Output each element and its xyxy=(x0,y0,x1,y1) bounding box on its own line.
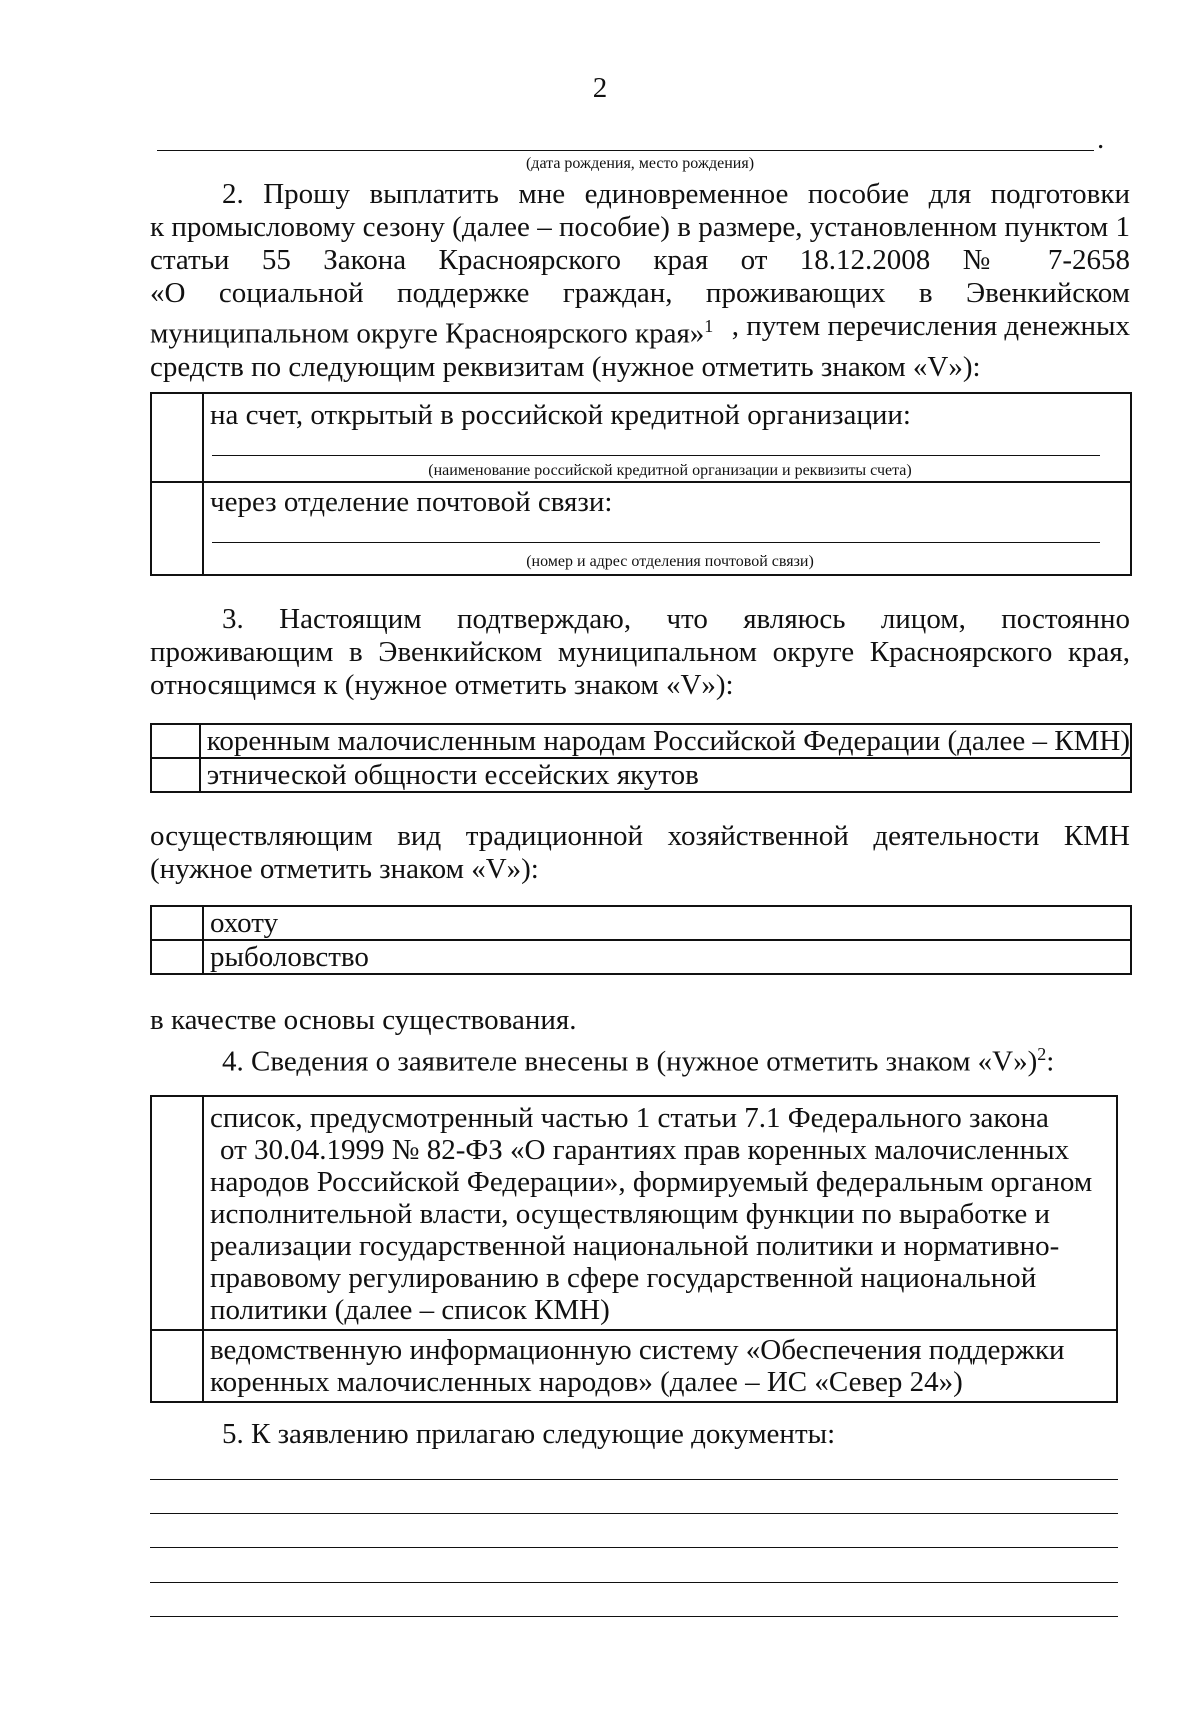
post-office-line[interactable] xyxy=(212,542,1100,543)
document-entry-line[interactable] xyxy=(150,1547,1118,1548)
item4-text: 4. Сведения о заявителе внесены в (нужное отметить знаком «V») xyxy=(222,1045,1038,1078)
item3-line-3: относящимся к (нужное отметить знаком «V»): xyxy=(150,669,734,701)
essey-yakuts-checkbox[interactable] xyxy=(151,758,200,792)
payment-options-table xyxy=(150,392,1132,576)
kmn-option-label: коренным малочисленным народам Российской Федерации (далее – КМН) xyxy=(200,724,1131,758)
footnote-ref-2: 2 xyxy=(1037,1044,1047,1064)
kmn-list-line: правовому регулированию в сфере государственной национальной xyxy=(210,1262,1037,1294)
document-entry-line[interactable] xyxy=(150,1582,1118,1583)
sever24-line: ведомственную информационную систему «Обеспечения поддержки xyxy=(210,1334,1065,1366)
sever24-line: коренных малочисленных народов» (далее – ИС «Север 24») xyxy=(210,1366,963,1398)
activity-option-row xyxy=(151,906,1131,940)
activity-intro-line-2: (нужное отметить знаком «V»): xyxy=(150,853,539,885)
document-entry-line[interactable] xyxy=(150,1513,1118,1514)
item4-colon: : xyxy=(1046,1045,1055,1078)
birth-info-line[interactable] xyxy=(157,150,1094,151)
item2-line-6: средств по следующим реквизитам (нужное отметить знаком «V»): xyxy=(150,350,981,383)
fishing-option-label: рыболовство xyxy=(203,940,1131,974)
registry-options-table xyxy=(150,1095,1118,1403)
activity-intro xyxy=(150,820,1130,886)
birth-line-period: . xyxy=(1097,123,1105,155)
payment-post-cell xyxy=(203,482,1131,575)
birth-line-caption: (дата рождения, место рождения) xyxy=(525,155,755,172)
item2-line-5-start: муниципальном округе Красноярского края» xyxy=(150,317,705,350)
payment-post-label: через отделение почтовой связи: xyxy=(210,486,613,518)
sever24-option-label xyxy=(203,1330,1117,1402)
item3-line-1: 3. Настоящим подтверждаю, что являюсь лицом, постоянно xyxy=(222,603,1130,635)
item3-paragraph xyxy=(150,603,1130,702)
hunting-option-label: охоту xyxy=(203,906,1131,940)
group-options-table xyxy=(150,723,1132,793)
activity-option-row xyxy=(151,940,1131,974)
kmn-list-line: список, предусмотренный частью 1 статьи 7.1 Федерального закона xyxy=(210,1102,1049,1134)
registry-option-row xyxy=(151,1096,1117,1330)
payment-account-cell xyxy=(203,393,1131,482)
item4-line xyxy=(222,1038,1054,1079)
page-number: 2 xyxy=(592,72,608,104)
payment-option-row xyxy=(151,482,1131,575)
post-office-caption: (номер и адрес отделения почтовой связи) xyxy=(526,553,814,570)
kmn-list-line: реализации государственной национальной политики и нормативно- xyxy=(210,1230,1060,1262)
item2-line-2: к промысловому сезону (далее – пособие) в размере, установленном пунктом 1 xyxy=(150,211,1130,243)
item5-heading: 5. К заявлению прилагаю следующие документы: xyxy=(222,1418,836,1450)
bank-details-caption: (наименование российской кредитной организации и реквизиты счета) xyxy=(428,462,912,479)
item3-line-2: проживающим в Эвенкийском муниципальном округе Красноярского края, xyxy=(150,636,1130,668)
activity-intro-line-1: осуществляющим вид традиционной хозяйственной деятельности КМН xyxy=(150,820,1130,852)
item2-line-5-end: , путем перечисления денежных xyxy=(731,310,1130,342)
kmn-list-line: от 30.04.1999 № 82-ФЗ «О гарантиях прав коренных малочисленных xyxy=(220,1134,1070,1166)
document-entry-line[interactable] xyxy=(150,1479,1118,1480)
fishing-checkbox[interactable] xyxy=(151,940,203,974)
group-option-row xyxy=(151,758,1131,792)
kmn-list-checkbox[interactable] xyxy=(151,1096,203,1330)
basis-line: в качестве основы существования. xyxy=(150,1004,577,1036)
item2-line-3: статьи 55 Закона Красноярского края от 18.12.2008 № 7-2658 xyxy=(150,244,1130,276)
item2-line-4: «О социальной поддержке граждан, проживающих в Эвенкийском xyxy=(150,277,1130,309)
payment-option-row xyxy=(151,393,1131,482)
payment-post-blank-area xyxy=(210,518,1130,568)
kmn-list-option-label xyxy=(203,1096,1117,1330)
kmn-checkbox[interactable] xyxy=(151,724,200,758)
essey-yakuts-option-label: этнической общности ессейских якутов xyxy=(200,758,1131,792)
activity-options-table xyxy=(150,905,1132,975)
footnote-ref-1: 1 xyxy=(704,316,714,336)
payment-account-blank-area xyxy=(210,431,1130,479)
payment-account-label: на счет, открытый в российской кредитной организации: xyxy=(210,399,911,431)
item2-line-1: 2. Прошу выплатить мне единовременное пособие для подготовки xyxy=(222,178,1130,210)
kmn-list-line: исполнительной власти, осуществляющим функции по выработке и xyxy=(210,1198,1051,1230)
registry-option-row xyxy=(151,1330,1117,1402)
hunting-checkbox[interactable] xyxy=(151,906,203,940)
group-option-row xyxy=(151,724,1131,758)
sever24-checkbox[interactable] xyxy=(151,1330,203,1402)
kmn-list-line: народов Российской Федерации», формируемый федеральным органом xyxy=(210,1166,1093,1198)
document-entry-line[interactable] xyxy=(150,1616,1118,1617)
item2-line-5 xyxy=(150,310,1130,351)
payment-account-checkbox[interactable] xyxy=(151,393,203,482)
payment-post-checkbox[interactable] xyxy=(151,482,203,575)
kmn-list-line: политики (далее – список КМН) xyxy=(210,1294,610,1326)
item2-paragraph xyxy=(150,178,1130,384)
